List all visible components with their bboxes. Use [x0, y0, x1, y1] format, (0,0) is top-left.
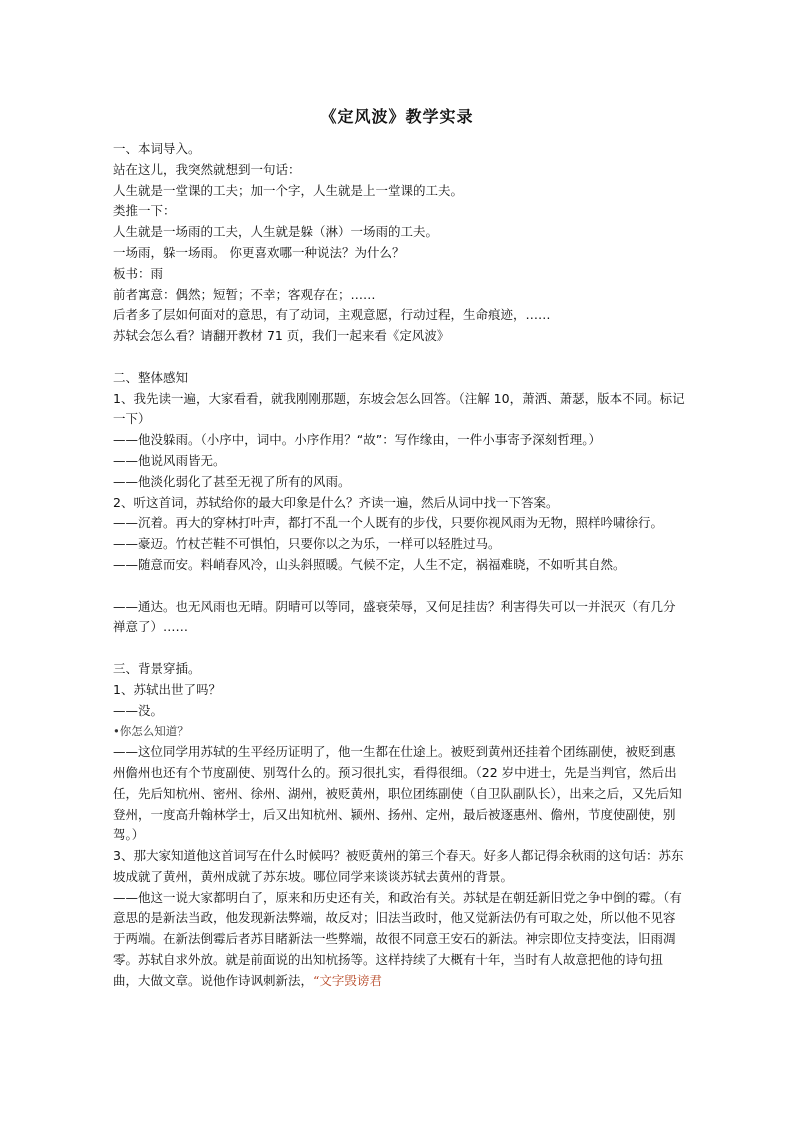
paragraph: 一场雨，躲一场雨。 你更喜欢哪一种说法？为什么？ — [113, 244, 405, 260]
paragraph-text: ——他这一说大家都明白了，原来和历史还有关，和政治有关。苏轼是在朝廷新旧党之争中倒的霉。（有意思的是新法当政，他发现新法弊端，故反对；旧法当政时，他又觉新法仍有可取之处，所以他不见容于两端。在新法倒霉后者苏目睹新法一些弊端，故很不同意王安石的新法。神宗即位支持变法，旧雨凋零。苏轼自求外放。就是前面说的出知杭扬等。这样持续了大概有十年，当时有人故意把他的诗句扭曲，大做文章。说他作诗讽刺新法， — [113, 889, 682, 988]
paragraph — [113, 888, 685, 992]
document-body — [113, 139, 685, 992]
paragraph: 人生就是一场雨的工夫，人生就是躲（淋）一场雨的工夫。 — [113, 224, 439, 240]
paragraph: 类推一下： — [113, 203, 176, 219]
paragraph: ——豪迈。竹杖芒鞋不可惧怕，只要你以之为乐，一样可以轻胜过马。 — [113, 536, 501, 552]
paragraph: ——他没躲雨。（小序中，词中。小序作用？“故”：写作缘由，一件小事寄予深刻哲理。） — [113, 432, 601, 448]
blank-line — [113, 576, 685, 597]
paragraph: ——他说风雨皆无。 — [113, 452, 226, 468]
paragraph: 苏轼会怎么看？请翻开教材 71 页，我们一起来看《定风波》 — [113, 328, 450, 344]
blank-line — [113, 347, 685, 368]
bullet-question: •你怎么知道？ — [113, 724, 189, 739]
paragraph: 站在这儿，我突然就想到一句话： — [113, 161, 301, 177]
section-heading: 一、本词导入。 — [113, 141, 201, 156]
document-title: 《定风波》教学实录 — [320, 107, 474, 126]
blank-line — [113, 638, 685, 659]
paragraph: 1、苏轼出世了吗？ — [113, 681, 221, 697]
paragraph: 板书：雨 — [113, 265, 164, 281]
paragraph: ——他淡化弱化了甚至无视了所有的风雨。 — [113, 473, 351, 489]
paragraph: 后者多了层如何面对的意思，有了动词，主观意愿，行动过程，生命痕迹，…… — [113, 307, 551, 323]
paragraph: ——通达。也无风雨也无晴。阴晴可以等同，盛衰荣辱，又何足挂齿？利害得失可以一并泯灭（有几分禅意了）…… — [113, 598, 676, 635]
paragraph: ——随意而安。料峭春风冷，山头斜照暖。气候不定，人生不定，祸福难晓，不如听其自然。 — [113, 556, 626, 572]
paragraph: 2、听这首词，苏轼给你的最大印象是什么？齐读一遍，然后从词中找一下答案。 — [113, 494, 559, 510]
paragraph: 前者寓意：偶然；短暂；不幸；客观存在；…… — [113, 286, 376, 302]
section-heading: 二、整体感知 — [113, 369, 189, 385]
paragraph: ——没。 — [113, 702, 164, 718]
paragraph: 1、我先读一遍，大家看看，就我刚刚那题，东坡会怎么回答。（注解 10，萧洒、萧瑟，版本不同。标记一下） — [113, 390, 685, 427]
section-heading: 三、背景穿插。 — [113, 660, 201, 676]
paragraph: ——这位同学用苏轼的生平经历证明了，他一生都在仕途上。被贬到黄州还挂着个团练副使，被贬到惠州儋州也还有个节度副使、别驾什么的。预习很扎实，看得很细。（22 岁中进士，先是当判官，然后出任，先后知杭州、密州、徐州、湖州，被贬黄州，职位团练副使（自卫队副队长），出来之后，又先后知登州，一度高升翰林学士，后又出知杭州、颍州、扬州、定州，最后被逐惠州、儋州，节度使副使，别驾。） — [113, 744, 682, 843]
paragraph: 人生就是一堂课的工夫；加一个字，人生就是上一堂课的工夫。 — [113, 182, 464, 198]
paragraph: 3、那大家知道他这首词写在什么时候吗？被贬黄州的第三个春天。好多人都记得余秋雨的这句话：苏东坡成就了黄州，黄州成就了苏东坡。哪位同学来谈谈苏轼去黄州的背景。 — [113, 848, 684, 884]
paragraph: ——沉着。再大的穿林打叶声，都打不乱一个人既有的步伐，只要你视风雨为无物，照样吟啸徐行。 — [113, 515, 664, 531]
quote-fragment: “文字毁谤君 — [313, 972, 382, 988]
